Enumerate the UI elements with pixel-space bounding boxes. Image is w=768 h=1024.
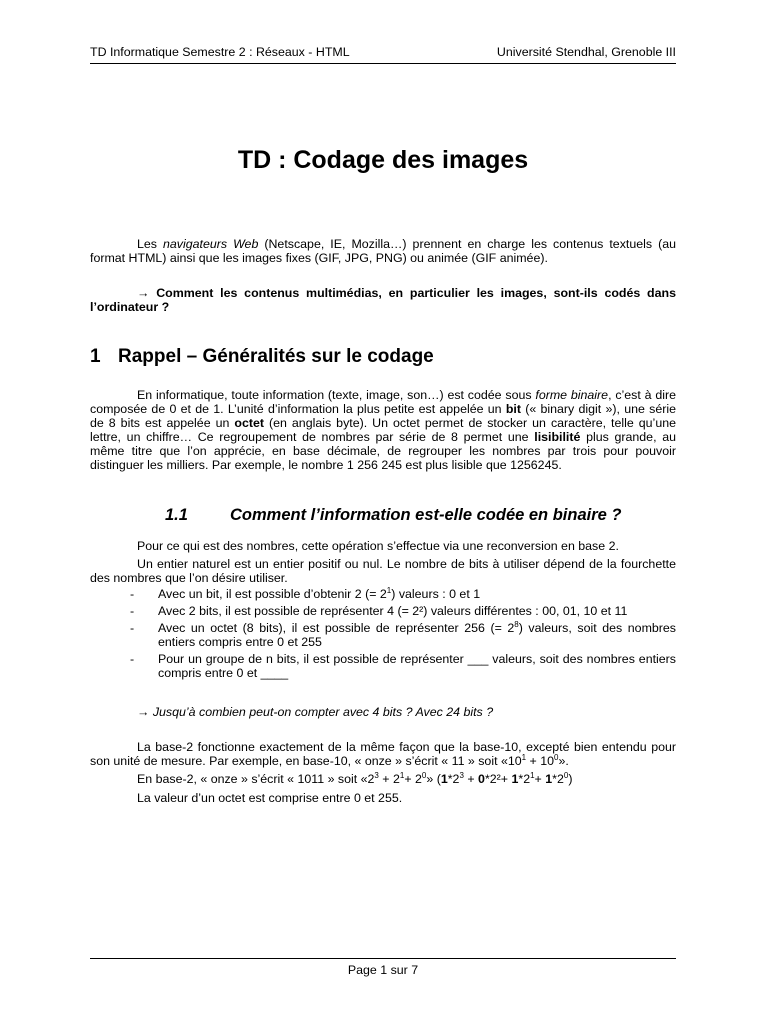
bits-list xyxy=(130,587,676,683)
subsection-question: → Jusqu’à combien peut-on compter avec 4 bits ? Avec 24 bits ? xyxy=(137,705,494,719)
subsection-title: Comment l’information est-elle codée en binaire ? xyxy=(230,506,622,524)
header-right: Université Stendhal, Grenoble III xyxy=(496,45,676,59)
intro-paragraph: Les navigateurs Web (Netscape, IE, Mozilla…) prennent en charge les contenus textuels (au format HTML) ainsi que les images fixes (GIF, JPG, PNG) ou animée (GIF animée). xyxy=(90,237,676,265)
list-item: - Pour un groupe de n bits, il est possible de représenter ___ valeurs, soit des nombres entiers compris entre 0 et ____ xyxy=(130,652,676,680)
section-1-1-heading xyxy=(165,505,685,525)
page-header xyxy=(90,45,676,64)
arrow-icon: → xyxy=(137,286,150,300)
list-item: - Avec un octet (8 bits), il est possible de représenter 256 (= $2^8$) valeurs, soit des nombres entiers compris entre 0 et 255 xyxy=(130,620,677,649)
document-title: TD : Codage des images xyxy=(237,146,529,174)
intro-question: → Comment les contenus multimédias, en particulier les images, sont-ils codés dans l’ordinateur ? xyxy=(90,286,676,314)
base2-paragraph: La base-2 fonctionne exactement de la même façon que la base-10, excepté bien entendu pour son unité de mesure. Par exemple, en base-10, « onze » s’écrit « 11 » soit «$10^1 + 10^0$». xyxy=(90,740,676,768)
section-1-heading xyxy=(90,345,676,369)
list-item: - Avec 2 bits, il est possible de représenter 4 (= 2²) valeurs différentes : 00, 01, 10 et 11 xyxy=(130,604,628,618)
header-left: TD Informatique Semestre 2 : Réseaux - HTML xyxy=(90,45,350,59)
list-item: - Avec un bit, il est possible d’obtenir 2 (= $2^1$) valeurs : 0 et 1 xyxy=(130,586,481,601)
subsection-number: 1.1 xyxy=(165,506,188,524)
subsection-paragraph-1: Pour ce qui est des nombres, cette opération s’effectue via une reconversion en base 2. xyxy=(137,539,619,553)
section-title: Rappel – Généralités sur le codage xyxy=(118,346,434,367)
base2-example: En base-2, « onze » s’écrit « 1011 » soit «$2^3 + 2^1+ 2^0$» $(1*2^3 + 0*2^2+ 1*2^1+ 1*2^0)$ xyxy=(137,771,573,786)
subsection-paragraph-2: Un entier naturel est un entier positif ou nul. Le nombre de bits à utiliser dépend de la fourchette des nombres que l’on désire utiliser. xyxy=(90,557,676,585)
page-footer: Page 1 sur 7 xyxy=(90,958,676,977)
section-1-paragraph: En informatique, toute information (texte, image, son…) est codée sous forme binaire, c’est à dire composée de 0 et de 1. L’unité d’information la plus petite est appelée un bit (« binary digit »), une série de 8 bits est appelée un octet (en anglais byte). Un octet permet de stocker un caractère, telle qu’une lettre, un chiffre… Ce regroupement de nombres par série de 8 permet une lisibilité plus grande, au même titre que l’on apprécie, en base décimale, de regrouper les nombres par trois pour pouvoir distinguer les milliers. Par exemple, le nombre 1 256 245 est plus lisible que 1256245. xyxy=(90,388,677,472)
octet-range-paragraph: La valeur d’un octet est comprise entre 0 et 255. xyxy=(137,791,403,805)
document-page xyxy=(90,0,676,1024)
arrow-icon: → xyxy=(137,705,150,719)
intro-emphasis: navigateurs Web xyxy=(163,237,259,251)
section-number: 1 xyxy=(90,346,101,367)
